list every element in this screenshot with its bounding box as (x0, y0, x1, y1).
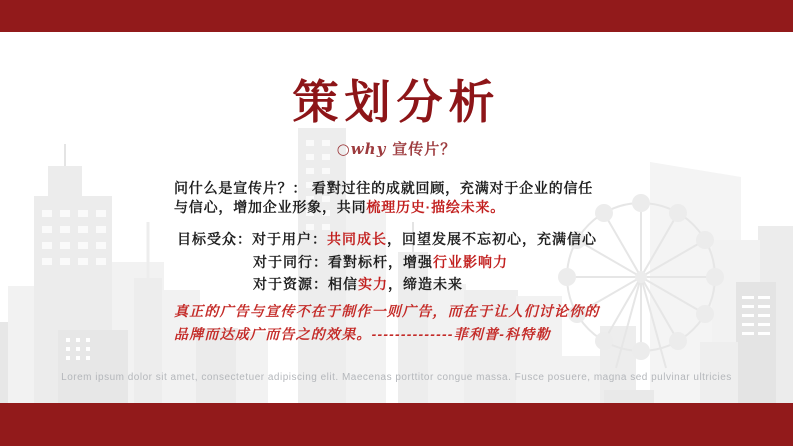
audience-paragraph (177, 228, 597, 296)
intro-paragraph (174, 179, 593, 217)
top-red-bar (0, 0, 793, 32)
audience-highlight-3: 实力 (358, 276, 388, 292)
intro-line-2: 与信心，增加企业形象，共同梳理历史·描绘未来。 (174, 199, 506, 215)
kotler-quote (174, 300, 600, 345)
bottom-red-bar (0, 403, 793, 446)
audience-line-2: 对于同行：看對标杆，增强行业影响力 (253, 253, 508, 270)
slide-title: 策划分析 (292, 75, 501, 129)
audience-line-1: 目标受众：对于用户：共同成长，回望发展不忘初心，充满信心 (177, 231, 597, 247)
quote-line-1: 真正的广告与宣传不在于制作一则广告，而在于让人们讨论你的 (174, 303, 600, 319)
quote-line-2: 品牌而达成广而告之的效果。--------------菲利普-科特勒 (174, 325, 551, 342)
audience-highlight-1: 共同成长 (327, 231, 387, 247)
subtitle-why-label: ○why (336, 140, 387, 158)
intro-highlight: 梳理历史·描绘未来。 (366, 199, 506, 215)
audience-line-3: 对于资源：相信实力，缔造未来 (253, 276, 463, 292)
subtitle-zh-label: 宣传片？ (392, 141, 457, 158)
slide-subtitle (0, 138, 793, 159)
footer-lorem-text: Lorem ipsum dolor sit amet, consectetuer adipiscing elit. Maecenas porttitor congue massa. Fusce posuere, magna sed pulvinar ultricies (61, 372, 732, 383)
audience-highlight-2: 行业影响力 (433, 253, 508, 270)
intro-line-1: 问什么是宣传片？： 看對过往的成就回顾，充满对于企业的信任 (174, 180, 594, 196)
